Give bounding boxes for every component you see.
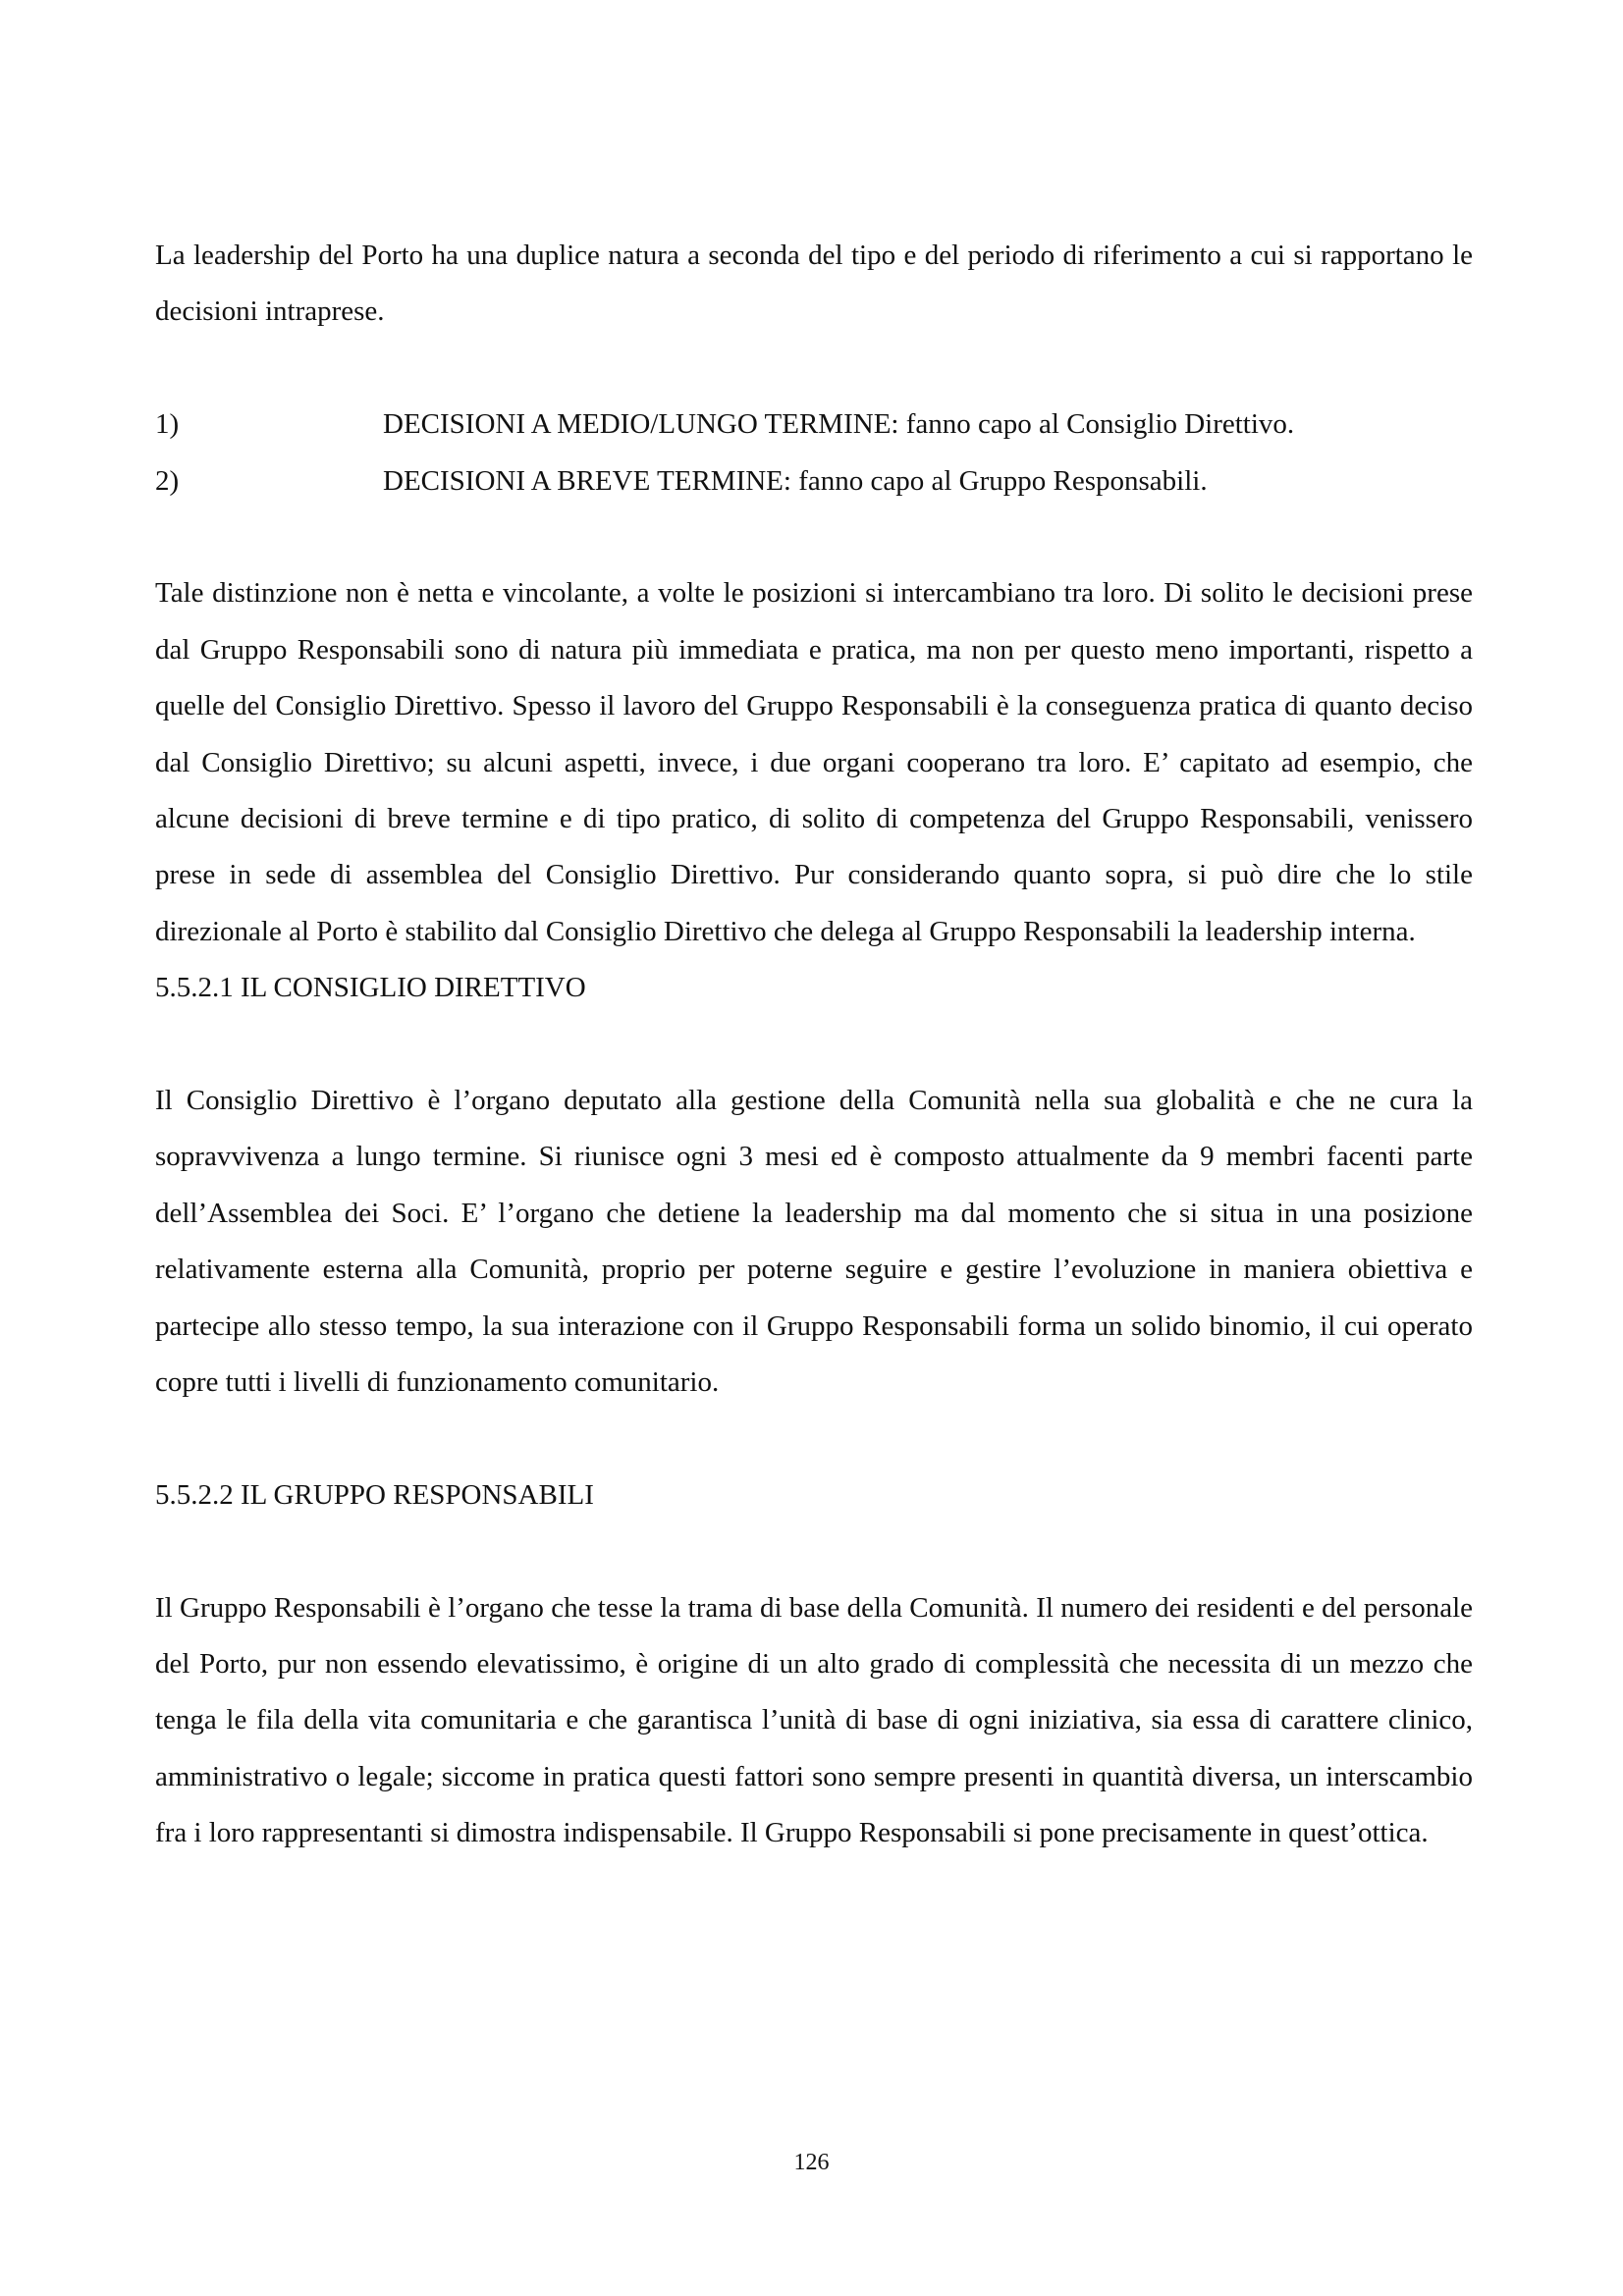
list-number: 1) xyxy=(155,408,180,441)
section-heading-gruppo-responsabili: 5.5.2.2 IL GRUPPO RESPONSABILI xyxy=(155,1478,594,1511)
list-item xyxy=(155,454,1473,509)
spacer xyxy=(155,341,1473,397)
distinction-paragraph: Tale distinzione non è netta e vincolante, a volte le posizioni si intercambiano tra loro. Di solito le decisioni prese dal Gruppo Responsabili sono di natura più immediata e pratica, ma non per questo meno importanti, rispetto a quelle del Consiglio Direttivo. Spesso il lavoro del Gruppo Responsabili è la conseguenza pratica di quanto deciso dal Consiglio Direttivo; su alcuni aspetti, invece, i due organi cooperano tra loro. E’ capitato ad esempio, che alcune decisioni di breve termine e di tipo pratico, di solito di competenza del Gruppo Responsabili, venissero prese in sede di assemblea del Consiglio Direttivo. Pur considerando quanto sopra, si può dire che lo stile direzionale al Porto è stabilito dal Consiglio Direttivo che delega al Gruppo Responsabili la leadership interna. xyxy=(155,577,1473,947)
spacer xyxy=(155,1411,1473,1467)
page-number: 126 xyxy=(793,2150,830,2175)
spacer xyxy=(155,1017,1473,1073)
list-text: DECISIONI A BREVE TERMINE: fanno capo al Gruppo Responsabili. xyxy=(383,464,1208,497)
consiglio-direttivo-paragraph: Il Consiglio Direttivo è l’organo deputato alla gestione della Comunità nella sua globalità e che ne cura la sopravvivenza a lungo termine. Si riunisce ogni 3 mesi ed è composto attualmente da 9 membri facenti parte dell’Assemblea dei Soci. E’ l’organo che detiene la leadership ma dal momento che si situa in una posizione relativamente esterna alla Comunità, proprio per poterne seguire e gestire l’evoluzione in maniera obiettiva e partecipe allo stesso tempo, la sua interazione con il Gruppo Responsabili forma un solido binomio, il cui operato copre tutti i livelli di funzionamento comunitario. xyxy=(155,1085,1473,1399)
section-heading-consiglio-direttivo: 5.5.2.1 IL CONSIGLIO DIRETTIVO xyxy=(155,972,586,1004)
list-item xyxy=(155,397,1473,453)
intro-paragraph: La leadership del Porto ha una duplice natura a seconda del tipo e del periodo di riferimento a cui si rapportano le decisioni intraprese. xyxy=(155,240,1473,328)
spacer xyxy=(155,1523,1473,1579)
spacer xyxy=(155,509,1473,565)
page-content xyxy=(155,228,1473,1862)
list-text: DECISIONI A MEDIO/LUNGO TERMINE: fanno capo al Consiglio Direttivo. xyxy=(383,408,1295,441)
gruppo-responsabili-paragraph: Il Gruppo Responsabili è l’organo che tesse la trama di base della Comunità. Il numero dei residenti e del personale del Porto, pur non essendo elevatissimo, è origine di un alto grado di complessità che necessita di un mezzo che tenga le fila della vita comunitaria e che garantisca l’unità di base di ogni iniziativa, sia essa di carattere clinico, amministrativo o legale; siccome in pratica questi fattori sono sempre presenti in quantità diversa, un interscambio fra i loro rappresentanti si dimostra indispensabile. Il Gruppo Responsabili si pone precisamente in quest’ottica. xyxy=(155,1591,1473,1849)
list-number: 2) xyxy=(155,464,180,497)
